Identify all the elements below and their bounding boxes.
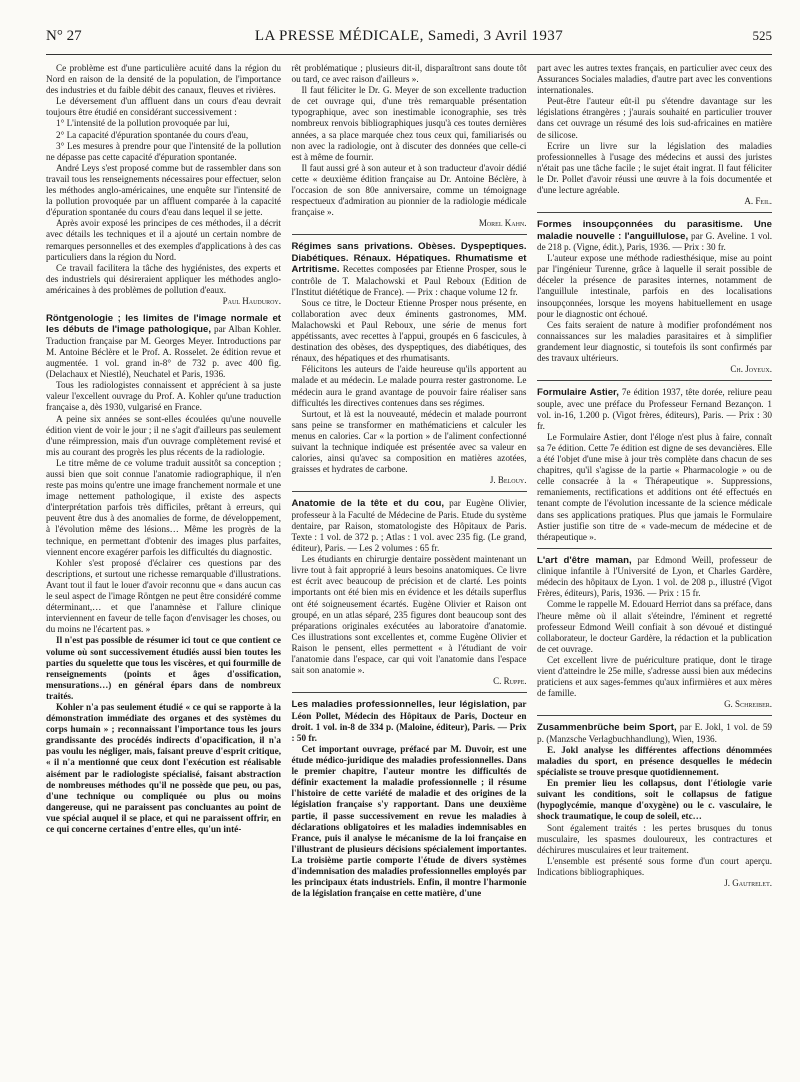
- paragraph: Ces faits seraient de nature à modifier profondément nos connaissances sur les maladies parasitaires et à simplifier grandement leur diagnostic, si toutefois ils sont confirmés par des travaux ultérieurs.: [537, 319, 772, 363]
- journal-title: LA PRESSE MÉDICALE, Samedi, 3 Avril 1937: [254, 28, 564, 44]
- section-rule: [537, 548, 772, 549]
- review-art-etre-maman: [537, 555, 772, 711]
- section-rule: [292, 491, 527, 492]
- review-bibliography: par E. Jokl, 1 vol. de 59 p. (Manzsche Verlagbuchhandlung), Wien, 1936.: [537, 722, 773, 744]
- paragraph: Sous ce titre, le Docteur Etienne Prosper nous présente, en collaboration avec deux éminents gastronomes, MM. Malachowski et Paul Reboux, une série de menus fort appétissants, avec recettes à l'appui, groupés en 6 fascicules, à destination des obèses, des dyspeptiques, des diabétiques, des rénaux, des hépatiques et des rhumatisants.: [291, 297, 527, 364]
- paragraph: Surtout, et là est la nouveauté, médecin et malade pourront sans peine se transformer en mathématiciens et calculer les menus en calories. Car « la portion » de l'aliment confectionné suivant la technique indiquée est présentée avec sa valeur en calories, ainsi qu'avec sa composition en matières azotées, graisses et hydrates de carbone.: [291, 408, 527, 475]
- review-bibliography: par Alban Kohler. Traduction française par M. Georges Meyer. Introductions par M. Antoine Béclère et le Prof. A. Rosselet. 2e édition revue et augmentée. 1 vol. grand in-8° de 732 p. avec 400 fig. (Delachaux et Niestlé), Neuchatel et Paris, 1936.: [46, 324, 281, 380]
- review-title: Les maladies professionnelles, leur législation,: [291, 699, 510, 711]
- paragraph: 2° La capacité d'épuration spontanée du cours d'eau,: [56, 129, 249, 140]
- review-title: Zusammenbrüche beim Sport,: [537, 722, 677, 734]
- review-title: Röntgenologie ; les limites de l'image normale et les débuts de l'image pathologique,: [46, 313, 281, 336]
- paragraph: L'auteur expose une méthode radiesthésique, mise au point par l'ingénieur Turenne, grâce à laquelle il serait possible de déceler la présence de parasites internes, notamment de l'anguillule intestinale, parfois en des localisations insoupçonnées, lorsque les moyens habituellement en usage pour le diagnostic ont échoué.: [537, 253, 772, 319]
- review-title: Régimes sans privations. Obèses. Dyspeptiques. Diabétiques. Rénaux. Hépatiques. Rhumatisme et Artritisme.: [291, 241, 527, 276]
- review-signature: Morel Kahn.: [478, 218, 527, 229]
- review-signature: J. Gautrelet.: [724, 878, 772, 889]
- paragraph: Il n'est pas possible de résumer ici tout ce que contient ce volume où sont successivement étudiés aussi bien toutes les parties du squelette que tous les viscères, et qui fourmille de renseignements (points et âges d'ossification, mensurations…) en général épars dans de nombreux traités.: [46, 635, 281, 701]
- review-regimes: [292, 241, 527, 486]
- paragraph: A peine six années se sont-elles écoulées qu'une nouvelle édition vient de voir le jour ; il ne s'agit d'ailleurs pas seulement d'une réimpression, mais d'un ouvrage complètement revisé et mis au courant des progrès les plus récents de la radiologie.: [46, 413, 281, 457]
- paragraph: Le titre même de ce volume traduit aussitôt sa conception ; aussi bien que soit connue l'anatomie radiographique, il n'en reste pas moins qu'entre une image franchement normale et une image nettement pathologique, il existe des aspects d'interprétation parfois très difficiles, prêtant à erreurs, qui peuvent être dus à des anomalies de forme, de développement, à l'évolution même des lésions… Même les progrès de la technique, en permettant d'obtenir des images plus parfaites, viennent encore exagérer parfois les difficultés du diagnostic.: [46, 457, 281, 557]
- review-title: L'art d'être maman,: [537, 554, 632, 566]
- paragraph: André Leys s'est proposé comme but de rassembler dans son travail tous les renseignements nécessaires pour effectuer, selon les méthodes anglo-américaines, une enquête sur l'intensité de la pollution provoquée par un affluent comparée à la capacité d'épuration spontanée du cours d'eau dans lequel il se jette.: [46, 162, 281, 218]
- paragraph: En premier lieu les collapsus, dont l'étiologie varie suivant les conditions, soit le collapsus de fatigue (hypoglycémie, manque d'oxygène) ou le c. vasculaire, le shock traumatique, le coup de soleil, etc…: [537, 778, 772, 822]
- review-title: Formes insoupçonnées du parasitisme. Une maladie nouvelle : l'anguillulose,: [537, 219, 772, 242]
- review-bibliography: par Edmond Weill, professeur de clinique infantile à l'Université de Lyon, et Charles Gardère, médecin des hôpitaux de Lyon. 1 vol. de 208 p., illustré (Vigot Frères, éditeurs), Paris, 1936. — Prix : 15 fr.: [537, 554, 772, 599]
- section-rule: [537, 212, 772, 213]
- paragraph: L'ensemble est présenté sous forme d'un court aperçu. Indications bibliographiques.: [537, 855, 772, 877]
- review-formulaire-astier: [537, 387, 772, 543]
- paragraph: Comme le rappelle M. Edouard Herriot dans sa préface, dans l'heure même où il allait s'éteindre, l'éminent et regretté professeur Edmond Weill confiait à son dévoué et distingué collaborateur, le docteur Gardère, la rédaction et la publication de cet ouvrage.: [537, 599, 772, 654]
- section-rule: [537, 715, 772, 716]
- section-rule: [292, 692, 527, 693]
- paragraph: Cet excellent livre de puériculture pratique, dont le tirage vient d'atteindre le 25e mille, s'adresse aussi bien aux médecins praticiens et aux sages-femmes qu'aux infirmières et aux mères de famille.: [537, 654, 772, 699]
- paragraph: Cet important ouvrage, préfacé par M. Duvoir, est une étude médico-juridique des maladies professionnelles. Dans le premier chapitre, l'auteur montre les difficultés de définir exactement la maladie professionnelle ; il résume l'histoire de cette variété de maladie et des origines de la législation française s'y rapportant. Dans une deuxième partie, il passe successivement en revue les maladies à déclarations obligatoires et les maladies indemnisables en France, puis il analyse le mécanisme de la loi française en l'illustrant de plusieurs décisions spécialement importantes. La troisième partie comporte l'étude de divers systèmes d'indemnisation des maladies professionnelles employés par les principaux états industriels. Enfin, il montre l'harmonie de la législation française en cette matière, d'une: [291, 744, 527, 899]
- paragraph: rêt problématique ; plusieurs dit-il, disparaîtront sans doute tôt ou tard, ce avec raison d'ailleurs ».: [291, 63, 527, 85]
- paragraph: Kohler s'est proposé d'éclairer ces questions par des descriptions, et surtout une richesse remarquable d'illustrations. Avant tout il faut le louer d'avoir reconnu que « dans aucun cas le seul aspect de l'image Röntgen ne peut être considéré comme déterminant,… et que l'anamnèse et l'allure clinique interviennent en faveur de telle façon d'envisager les choses, ou du moins ne l'écartent pas. »: [46, 557, 281, 635]
- review-signature: C. Ruppe.: [493, 676, 527, 687]
- paragraph: part avec les autres textes français, en particulier avec ceux des Assurances Sociales maladies, d'autre part avec les conventions internationales.: [537, 63, 772, 96]
- review-zusammenbruche: [537, 722, 772, 889]
- review-signature: Ch. Joyeux.: [730, 364, 772, 375]
- paragraph: Sont également traités : les pertes brusques du tonus musculaire, les spasmes douloureux, les contractures et déchirures musculaires et leur traitement.: [537, 822, 772, 855]
- review-bibliography: par Léon Pollet, Médecin des Hôpitaux de Paris, Docteur en droit. 1 vol. in-8 de 334 p. (Maloine, éditeur), Paris. — Prix : 50 fr.: [291, 699, 527, 743]
- review-signature: A. Feil.: [744, 196, 772, 207]
- section-rule: [292, 234, 527, 235]
- paragraph: Ce travail facilitera la tâche des hygiénistes, des experts et des industriels qui désireraient appliquer les méthodes anglo-américaines à des problèmes de pollution d'eaux.: [46, 262, 281, 295]
- review-bibliography: par G. Aveline. 1 vol. de 218 p. (Vigne, édit.), Paris, 1936. — Prix : 30 fr.: [537, 230, 773, 253]
- paragraph: Ecrire un livre sur la législation des maladies professionnelles à l'usage des médecins et aussi des juristes n'était pas une tâche facile ; le sujet était ingrat. Il faut féliciter le Dr. Pollet d'avoir réussi une œuvre à la fois documentée et d'une lecture agréable.: [537, 140, 772, 196]
- review-signature: G. Schreiber.: [724, 699, 772, 710]
- paragraph: Kohler n'a pas seulement étudié « ce qui se rapporte à la démonstration immédiate des organes et des systèmes du corps humain » ; reconnaissant l'importance tous les jours grandissante des procédés indirects d'opacification, il n'a pas voulu les négliger, mais, faisant preuve d'esprit critique, « il n'a mentionné que ceux dont l'exécution est réalisable aisément par le radiologiste spécialisé, faisant abstraction de nombreuses méthodes qu'il ne possède que peu, ou pas, d'une technique ou compliquée ou plus ou moins dangereuse, qui ne paraissent pas concluantes au point de vue spécial auquel il se place, et qui ne paraissent offrir, en ce qui concerne certaines d'entre elles, qu'un inté-: [46, 701, 281, 834]
- header-rule: [46, 54, 772, 55]
- review-title: Formulaire Astier,: [537, 387, 619, 399]
- review-bibliography: Recettes composées par Etienne Prosper, sous le contrôle de T. Malachowski et Paul Reboux (Edition de l'Institut diététique de France). — Prix : chaque volume 12 fr.: [291, 264, 527, 297]
- paragraph: Tous les radiologistes connaissent et apprécient à sa juste valeur l'excellent ouvrage du Prof. A. Kohler qu'une traduction française a, dès 1930, vulgarisé en France.: [46, 380, 281, 413]
- review-bibliography: 7e édition 1937, tête dorée, reliure peau souple, avec une préface du Professeur Fernand Bezançon. 1 vol. in-16, 1.200 p. (Vigot frères, éditeurs), Paris. — Prix : 30 fr.: [537, 387, 773, 431]
- paragraph: Ce problème est d'une particulière acuité dans la région du Nord en raison de la densité de la population, de l'importance des industries et du faible débit des canaux, fleuves et rivières.: [46, 63, 281, 96]
- review-anguillulose: [537, 219, 772, 375]
- paragraph: Félicitons les auteurs de l'aide heureuse qu'ils apportent au malade et au médecin. Le malade pourra rester gastronome. Le médecin aura le grand avantage de pouvoir faire réaliser sans difficultés les directives contenues dans ses régimes.: [291, 364, 527, 408]
- paragraph: Peut-être l'auteur eût-il pu s'étendre davantage sur les législations étrangères ; j'aurais souhaité en particulier trouver dans cet ouvrage un résumé des lois sud-africaines en matière de silicose.: [537, 96, 772, 140]
- section-rule: [537, 380, 772, 381]
- page-header: [46, 28, 772, 52]
- column-1: [46, 63, 281, 899]
- review-signature: J. Belouy.: [489, 475, 527, 486]
- review-anatomie: [292, 498, 527, 687]
- review-title: Anatomie de la tête et du cou,: [291, 498, 445, 510]
- paragraph: Le déversement d'un affluent dans un cours d'eau devrait toujours être étudié en considérant successivement :: [46, 96, 281, 118]
- column-2: [292, 63, 527, 899]
- paragraph: Après avoir exposé les principes de ces méthodes, il a décrit avec détails les techniques et il a ajouté un certain nombre de remarques personnelles et des exemples d'applications à des cas particuliers dans la région du Nord.: [46, 218, 281, 262]
- review-rontgenologie: [46, 313, 281, 835]
- paragraph: Il faut féliciter le Dr. G. Meyer de son excellente traduction de cet ouvrage qui, d'une très remarquable présentation typographique, avec son inestimable iconographie, ses très nombreux renvois bibliographiques jusqu'à ces toutes dernières années, a sa place marquée chez tous ceux qui, familiarisés ou non avec la radiologie, ont à discuter des données que celle-ci est à même de fournir.: [291, 85, 527, 162]
- review-bibliography: par Eugène Olivier, professeur à la Faculté de Médecine de Paris. Etude du système dentaire, par Raison, stomatologiste des Hôpitaux de Paris. Texte : 1 vol. de 372 p. ; Atlas : 1 vol. avec 235 fig. (Le grand, éditeur), Paris. — Les 2 volumes : 65 fr.: [291, 498, 527, 554]
- issue-number: N° 27: [46, 28, 82, 44]
- review-signature: Paul Hauduroy.: [222, 295, 281, 306]
- paragraph: Les étudiants en chirurgie dentaire possèdent maintenant un livre tout à fait approprié à leurs besoins anatomiques. Ce livre est écrit avec beaucoup de précision et de clarté. Les points importants ont été bien mis en évidence et les détails superflus ont été soigneusement écartés. Eugène Olivier et Raison ont groupé, en un atlas séparé, 235 figures dont beaucoup sont des préparations originales exécutées au laboratoire d'anatomie. Ces illustrations sont excellentes et, comme Eugène Olivier et Raison le pensent, elles permettent « à l'étudiant de voir l'anatomie dans l'espace, car qui voit l'anatomie dans l'espace sait son anatomie ».: [291, 554, 527, 676]
- page-number: 525: [752, 28, 772, 43]
- paragraph: 3° Les mesures à prendre pour que l'intensité de la pollution ne dépasse pas cette capacité d'épuration spontanée.: [46, 140, 281, 162]
- paragraph: Il faut aussi gré à son auteur et à son traducteur d'avoir dédié cette « deuxième édition française au Dr. Antoine Béclère, à l'occasion de son 80e anniversaire, comme un témoignage respectueux d'admiration au pionnier de la radiologie médicale française ».: [291, 162, 527, 218]
- paragraph: 1° L'intensité de la pollution provoquée par lui,: [56, 118, 230, 129]
- review-maladies-professionnelles: [292, 699, 527, 899]
- columns: [46, 63, 772, 899]
- paragraph: Le Formulaire Astier, dont l'éloge n'est plus à faire, connaît sa 7e édition. Cette 7e édition est digne de ses devancières. Elle a été l'objet d'une mise à jour très complète dans chacun de ses chapitres, qu'il s'agisse de la partie « Pharmacologie » ou de celle consacrée à la « Thérapeutique ». Suppressions, remaniements, rectifications et additions ont été effectués en tenant compte de l'évolution incessante de la science médicale dans ses applications pratiques. Plus que jamais le Formulaire Astier justifie son titre de « vade-mecum de médecine et de thérapeutique ».: [537, 431, 772, 542]
- paragraph: E. Jokl analyse les différentes affections dénommées maladies du sport, en présence desquelles le médecin spécialiste se trouve presque quotidiennement.: [537, 744, 772, 778]
- column-3: [537, 63, 772, 899]
